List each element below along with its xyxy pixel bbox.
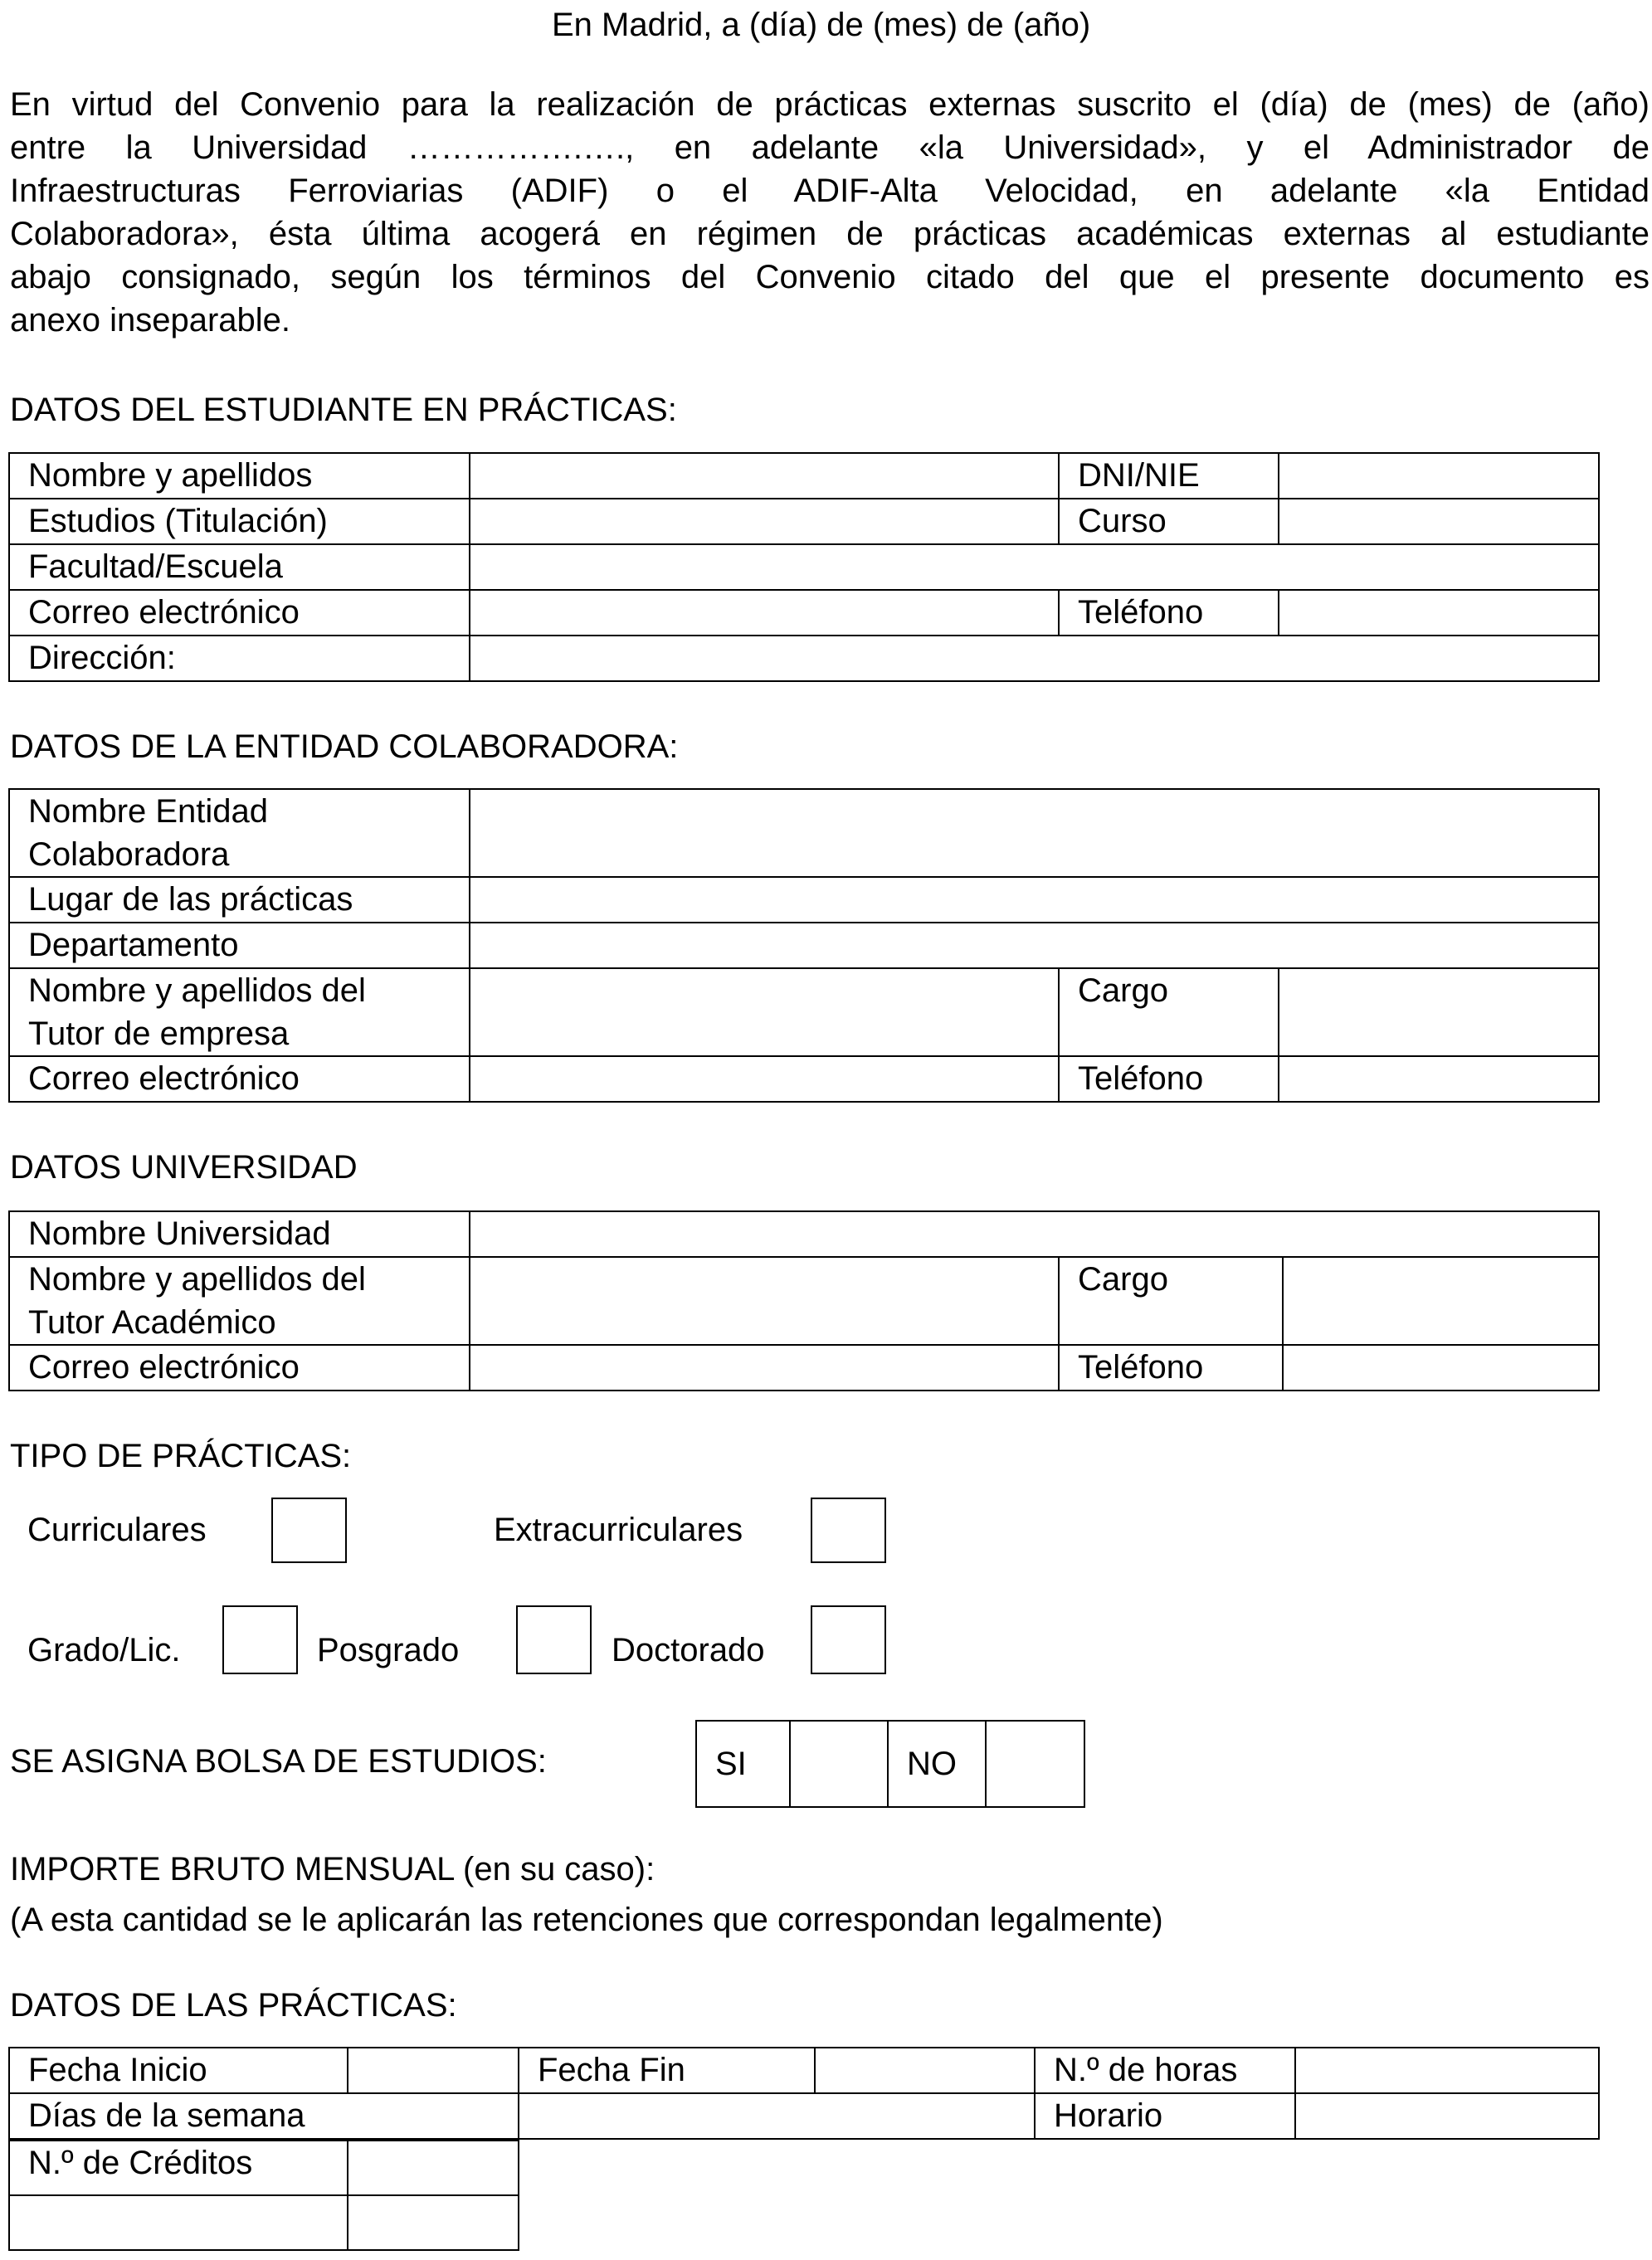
entity-place-label: Lugar de las prácticas	[9, 877, 470, 923]
hours-label: N.º de horas	[1035, 2048, 1295, 2093]
intro-line: Infraestructuras Ferroviarias (ADIF) o el ADIF-Alta Velocidad, en adelante «la Entidad	[10, 173, 1650, 209]
entity-position-field[interactable]	[1279, 968, 1599, 1056]
degree-checkbox[interactable]	[222, 1605, 298, 1674]
start-date-label: Fecha Inicio	[9, 2048, 348, 2093]
extracurricular-label: Extracurriculares	[494, 1512, 743, 1548]
entity-tutor-label	[9, 968, 470, 1056]
credits-field[interactable]	[348, 2141, 519, 2195]
end-date-label: Fecha Fin	[519, 2048, 815, 2093]
student-faculty-label: Facultad/Escuela	[9, 544, 470, 590]
entity-department-label: Departamento	[9, 923, 470, 968]
entity-name-label-line-1: Nombre Entidad	[28, 793, 269, 830]
intro-line: En virtud del Convenio para la realización de prácticas externas suscrito el (día) de (mes) de (año)	[10, 86, 1650, 123]
start-date-field[interactable]	[348, 2048, 519, 2093]
entity-department-field[interactable]	[470, 923, 1599, 968]
postgraduate-checkbox[interactable]	[516, 1605, 592, 1674]
amount-note: (A esta cantidad se le aplicarán las retenciones que correspondan legalmente)	[10, 1902, 1163, 1938]
doctorate-checkbox[interactable]	[811, 1605, 886, 1674]
end-date-field[interactable]	[815, 2048, 1035, 2093]
credits-table	[8, 2140, 519, 2251]
postgraduate-label: Posgrado	[317, 1632, 460, 1668]
grant-no-checkbox[interactable]	[986, 1721, 1084, 1807]
student-address-field[interactable]	[470, 636, 1599, 681]
entity-email-field[interactable]	[470, 1056, 1059, 1102]
student-dni-field[interactable]	[1279, 453, 1599, 499]
student-name-label: Nombre y apellidos	[9, 453, 470, 499]
university-heading: DATOS UNIVERSIDAD	[10, 1149, 358, 1186]
student-table	[8, 452, 1600, 682]
student-studies-label: Estudios (Titulación)	[9, 499, 470, 544]
university-tutor-label-line-1: Nombre y apellidos del	[28, 1261, 366, 1298]
university-email-field[interactable]	[470, 1345, 1059, 1391]
university-email-label: Correo electrónico	[9, 1345, 470, 1391]
doctorate-label: Doctorado	[612, 1632, 765, 1668]
grant-yes-label: SI	[696, 1721, 790, 1807]
entity-name-label	[9, 789, 470, 877]
intro-line: entre la Universidad …………….…., en adelante «la Universidad», y el Administrador de	[10, 129, 1650, 166]
university-phone-field[interactable]	[1283, 1345, 1599, 1391]
grant-no-label: NO	[888, 1721, 986, 1807]
university-name-label: Nombre Universidad	[9, 1211, 470, 1257]
intro-paragraph	[10, 83, 1650, 342]
curricular-label: Curriculares	[27, 1512, 207, 1548]
curricular-checkbox[interactable]	[271, 1498, 347, 1563]
grant-yes-checkbox[interactable]	[790, 1721, 888, 1807]
entity-place-field[interactable]	[470, 877, 1599, 923]
university-table	[8, 1210, 1600, 1391]
student-course-label: Curso	[1059, 499, 1279, 544]
entity-email-label: Correo electrónico	[9, 1056, 470, 1102]
intro-line: anexo inseparable.	[10, 302, 291, 339]
student-name-field[interactable]	[470, 453, 1059, 499]
student-course-field[interactable]	[1279, 499, 1599, 544]
hours-field[interactable]	[1295, 2048, 1599, 2093]
date-line: En Madrid, a (día) de (mes) de (año)	[552, 7, 1091, 43]
entity-position-label: Cargo	[1059, 968, 1279, 1056]
student-faculty-field[interactable]	[470, 544, 1599, 590]
credits-label: N.º de Créditos	[9, 2141, 348, 2195]
university-tutor-label-line-2: Tutor Académico	[28, 1304, 276, 1341]
practice-details-heading: DATOS DE LAS PRÁCTICAS:	[10, 1987, 457, 2024]
entity-phone-field[interactable]	[1279, 1056, 1599, 1102]
amount-label: IMPORTE BRUTO MENSUAL (en su caso):	[10, 1851, 655, 1887]
schedule-label: Horario	[1035, 2093, 1295, 2139]
practice-details-table	[8, 2047, 1600, 2140]
university-phone-label: Teléfono	[1059, 1345, 1283, 1391]
university-tutor-field[interactable]	[470, 1257, 1059, 1345]
student-heading: DATOS DEL ESTUDIANTE EN PRÁCTICAS:	[10, 392, 677, 428]
schedule-field[interactable]	[1295, 2093, 1599, 2139]
university-position-label: Cargo	[1059, 1257, 1283, 1345]
weekdays-field[interactable]	[519, 2093, 1035, 2139]
student-email-field[interactable]	[470, 590, 1059, 636]
entity-table	[8, 788, 1600, 1103]
university-position-field[interactable]	[1283, 1257, 1599, 1345]
student-studies-field[interactable]	[470, 499, 1059, 544]
intro-line: Colaboradora», ésta última acogerá en régimen de prácticas académicas externas al estudiante	[10, 216, 1650, 252]
entity-tutor-field[interactable]	[470, 968, 1059, 1056]
entity-heading: DATOS DE LA ENTIDAD COLABORADORA:	[10, 728, 679, 765]
entity-tutor-label-line-2: Tutor de empresa	[28, 1016, 290, 1052]
extracurricular-checkbox[interactable]	[811, 1498, 886, 1563]
student-phone-field[interactable]	[1279, 590, 1599, 636]
entity-tutor-label-line-1: Nombre y apellidos del	[28, 972, 366, 1009]
student-dni-label: DNI/NIE	[1059, 453, 1279, 499]
practice-type-heading: TIPO DE PRÁCTICAS:	[10, 1438, 352, 1474]
entity-phone-label: Teléfono	[1059, 1056, 1279, 1102]
credits-extra-field-2[interactable]	[348, 2195, 519, 2250]
intro-line: abajo consignado, según los términos del Convenio citado del que el presente documento es	[10, 259, 1650, 295]
student-email-label: Correo electrónico	[9, 590, 470, 636]
student-address-label: Dirección:	[9, 636, 470, 681]
grant-label: SE ASIGNA BOLSA DE ESTUDIOS:	[10, 1743, 547, 1780]
entity-name-field[interactable]	[470, 789, 1599, 877]
degree-label: Grado/Lic.	[27, 1632, 181, 1668]
entity-name-label-line-2: Colaboradora	[28, 836, 230, 873]
grant-options	[695, 1720, 1085, 1808]
weekdays-label: Días de la semana	[9, 2093, 519, 2139]
university-name-field[interactable]	[470, 1211, 1599, 1257]
university-tutor-label	[9, 1257, 470, 1345]
credits-extra-field[interactable]	[9, 2195, 348, 2250]
student-phone-label: Teléfono	[1059, 590, 1279, 636]
